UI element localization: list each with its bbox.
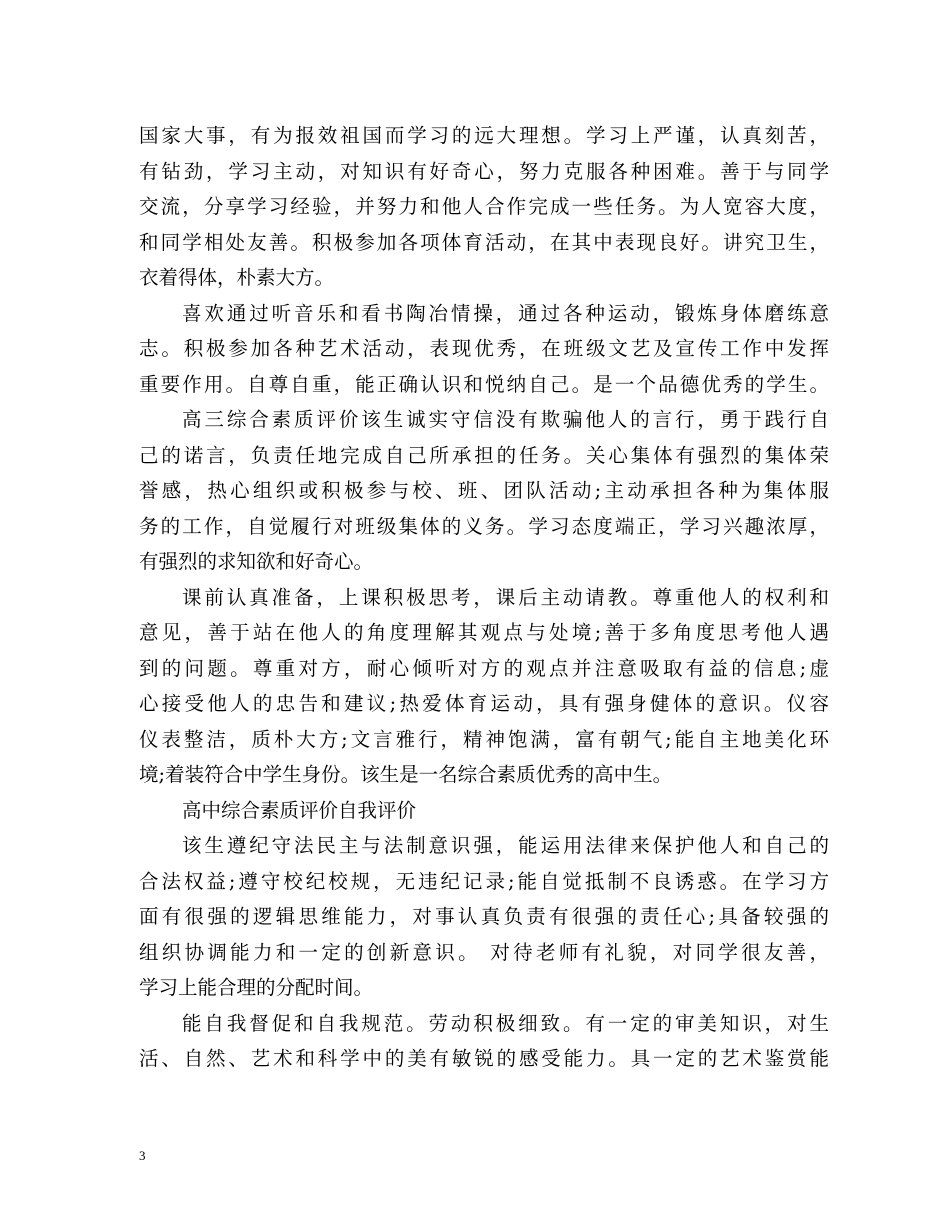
text-line: 衣着得体，朴素大方。 bbox=[139, 266, 335, 289]
text-line: 能自我督促和自我规范。劳动积极细致。有一定的审美知识，对生 bbox=[182, 1011, 829, 1035]
text-line: 国家大事，有为报效祖国而学习的远大理想。学习上严谨，认真刻苦， bbox=[139, 124, 829, 147]
body-text bbox=[139, 118, 829, 1077]
text-line: 有钻劲，学习主动，对知识有好奇心，努力克服各种困难。善于与同学 bbox=[139, 159, 829, 183]
text-line: 己的诺言，负责任地完成自己所承担的任务。关心集体有强烈的集体荣 bbox=[139, 443, 829, 467]
text-line: 到的问题。尊重对方，耐心倾听对方的观点并注意吸取有益的信息;虚 bbox=[139, 656, 829, 680]
text-line: 面有很强的逻辑思维能力，对事认真负责有很强的责任心;具备较强的 bbox=[139, 905, 829, 928]
text-line: 誉感，热心组织或积极参与校、班、团队活动;主动承担各种为集体服 bbox=[139, 479, 829, 502]
text-line: 该生遵纪守法民主与法制意识强，能运用法律来保护他人和自己的 bbox=[182, 834, 829, 857]
text-line: 境;着装符合中学生身份。该生是一名综合素质优秀的高中生。 bbox=[139, 763, 673, 786]
text-line: 重要作用。自尊自重，能正确认识和悦纳自己。是一个品德优秀的学生。 bbox=[139, 372, 829, 396]
text-line: 活、自然、艺术和科学中的美有敏锐的感受能力。具一定的艺术鉴赏能 bbox=[139, 1047, 829, 1070]
text-line: 组织协调能力和一定的创新意识。 对待老师有礼貌，对同学很友善， bbox=[139, 940, 829, 964]
text-line: 高三综合素质评价该生诚实守信没有欺骗他人的言行，勇于践行自 bbox=[182, 408, 829, 431]
text-line: 高中综合素质评价自我评价 bbox=[182, 798, 417, 822]
text-line: 有强烈的求知欲和好奇心。 bbox=[139, 550, 374, 573]
text-line: 合法权益;遵守校纪校规，无违纪记录;能自觉抵制不良诱惑。在学习方 bbox=[139, 869, 829, 893]
page-number: 3 bbox=[139, 1148, 146, 1163]
text-line: 课前认真准备，上课积极思考，课后主动请教。尊重他人的权利和 bbox=[182, 585, 829, 609]
text-line: 喜欢通过听音乐和看书陶冶情操，通过各种运动，锻炼身体磨练意 bbox=[182, 301, 829, 325]
text-line: 学习上能合理的分配时间。 bbox=[139, 976, 374, 999]
text-line: 心接受他人的忠告和建议;热爱体育运动，具有强身健体的意识。仪容 bbox=[139, 692, 829, 715]
text-line: 仪表整洁，质朴大方;文言雅行，精神饱满，富有朝气;能自主地美化环 bbox=[139, 727, 829, 751]
text-line: 和同学相处友善。积极参加各项体育活动，在其中表现良好。讲究卫生， bbox=[139, 230, 829, 254]
text-line: 交流，分享学习经验，并努力和他人合作完成一些任务。为人宽容大度， bbox=[139, 195, 829, 218]
text-line: 志。积极参加各种艺术活动，表现优秀，在班级文艺及宣传工作中发挥 bbox=[139, 337, 829, 360]
text-line: 意见，善于站在他人的角度理解其观点与处境;善于多角度思考他人遇 bbox=[139, 621, 829, 644]
text-line: 务的工作，自觉履行对班级集体的义务。学习态度端正，学习兴趣浓厚， bbox=[139, 514, 829, 538]
